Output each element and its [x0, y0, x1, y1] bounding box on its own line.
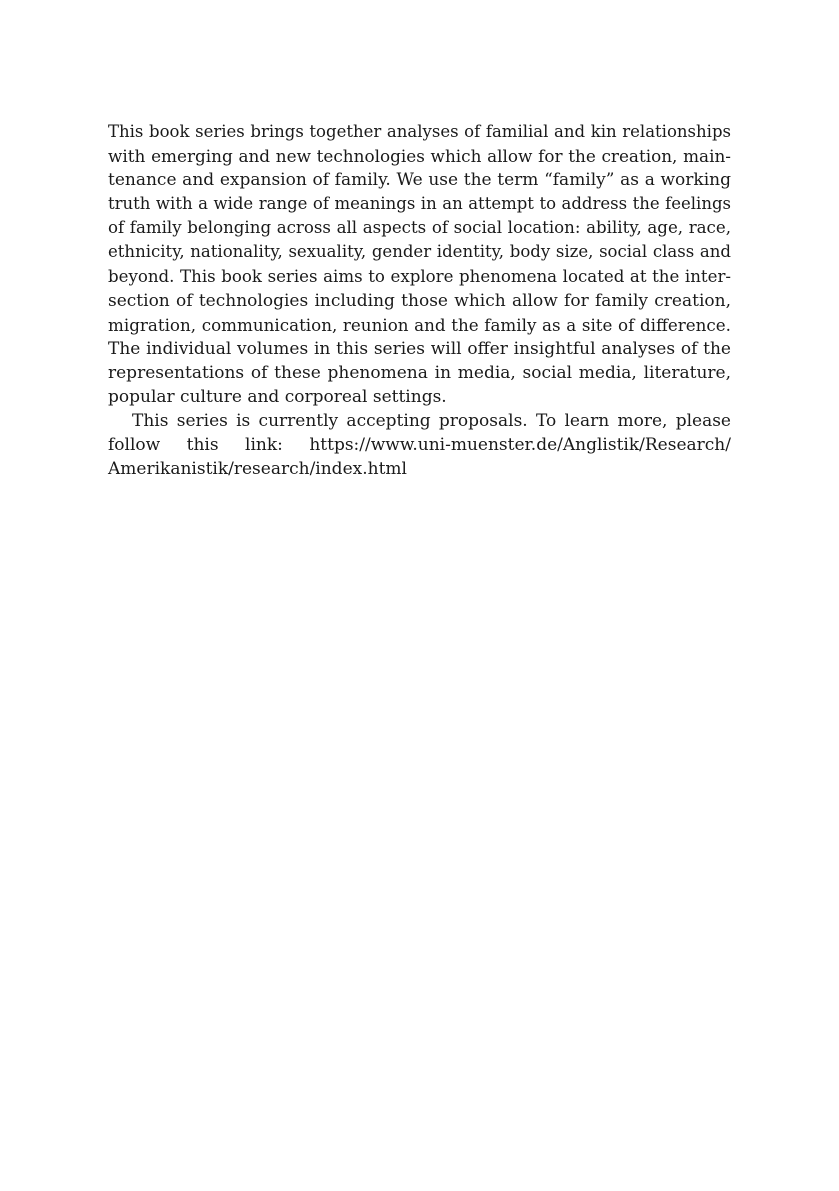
series-description: [108, 120, 731, 481]
text-line-link: Amerikanistik/research/index.html: [108, 459, 407, 480]
paragraph-series-aims: [108, 120, 731, 409]
text-line: with emerging and new technologies which allow for the creation, main-: [108, 146, 731, 167]
text-line: The individual volumes in this series will offer insightful analyses of the: [108, 338, 731, 359]
text-line: tenance and expansion of family. We use the term “family” as a working: [108, 170, 731, 191]
text-line: representations of these phenomena in media, social media, literature,: [108, 362, 731, 383]
text-line-link: follow this link: https://www.uni-muenster.de/Anglistik/Research/: [108, 435, 731, 456]
text-line: This series is currently accepting proposals. To learn more, please: [132, 411, 731, 432]
text-line: This book series brings together analyses of familial and kin relationships: [108, 122, 731, 141]
text-line: beyond. This book series aims to explore phenomena located at the inter-: [108, 266, 731, 286]
text-line: of family belonging across all aspects of social location: ability, age, race,: [108, 218, 731, 238]
text-line: section of technologies including those which allow for family creation,: [108, 290, 731, 311]
text-line: truth with a wide range of meanings in an attempt to address the feelings: [108, 194, 731, 214]
text-line: migration, communication, reunion and the family as a site of difference.: [108, 314, 731, 335]
paragraph-proposals: [108, 409, 731, 481]
text-line: ethnicity, nationality, sexuality, gender identity, body size, social class and: [108, 242, 731, 262]
text-line: popular culture and corporeal settings.: [108, 387, 447, 408]
